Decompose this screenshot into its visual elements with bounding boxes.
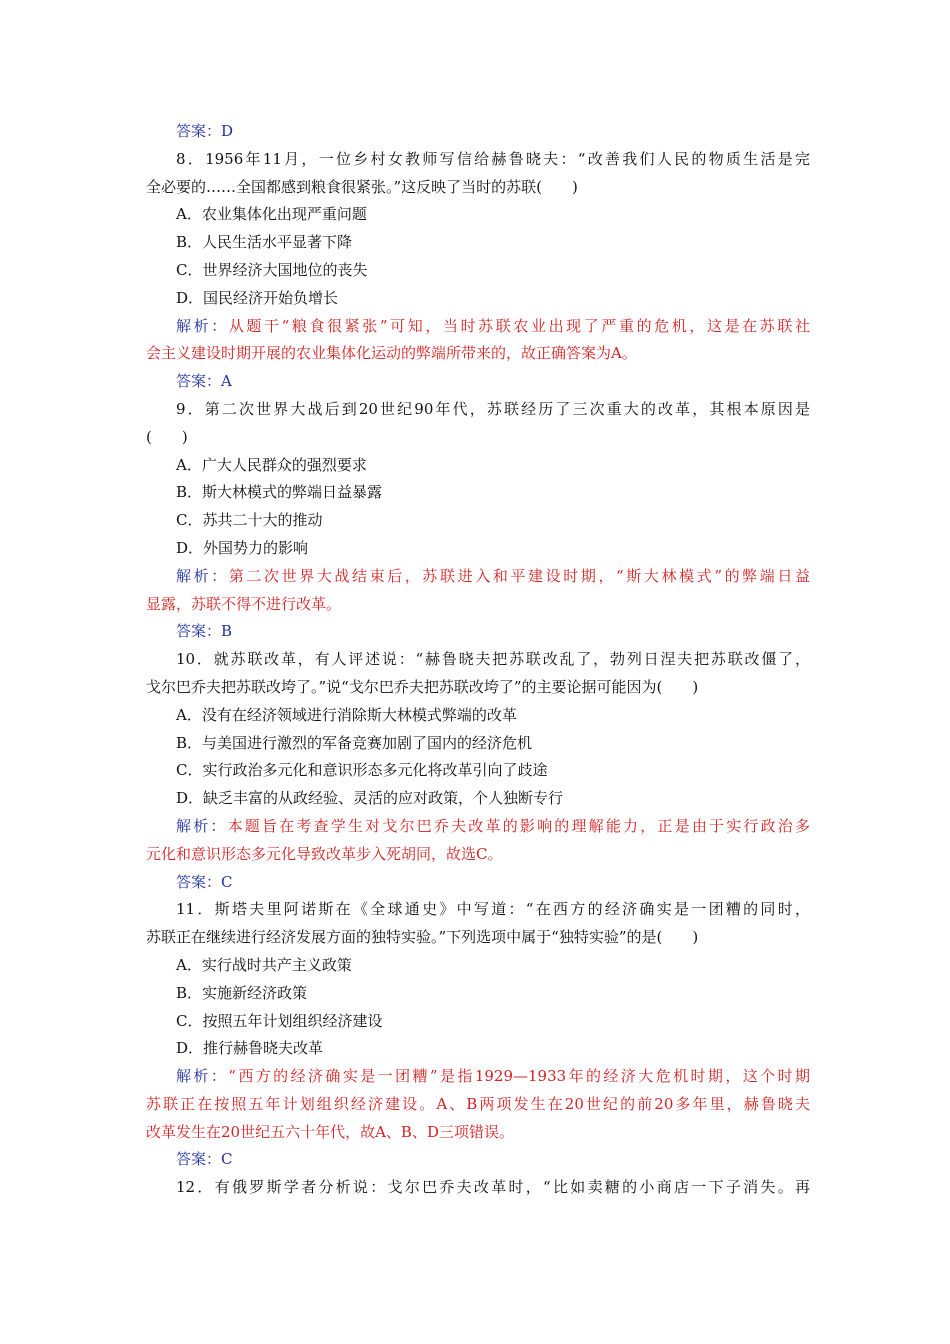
analysis-text: 本题旨在考查学生对戈尔巴乔夫改革的影响的理解能力，正是由于实行政治多 [227,816,810,835]
question-line: 8．1956年11月，一位乡村女教师写信给赫鲁晓夫：“改善我们人民的物质生活是完 [176,149,810,168]
analysis-text: 会主义建设时期开展的农业集体化运动的弊端所带来的，故正确答案为A。 [146,344,637,363]
analysis-line [146,1063,810,1091]
analysis-label: 解析： [176,1067,229,1086]
option-line: A．广大人民群众的强烈要求 [176,455,367,474]
analysis-text: 元化和意识形态多元化导致改革步入死胡同，故选C。 [146,844,503,863]
analysis-label: 解析： [176,566,229,585]
option-line: D．外国势力的影响 [176,538,309,557]
analysis-line [146,591,810,619]
question-line: ( ) [146,427,188,446]
question-line: 戈尔巴乔夫把苏联改垮了。”说“戈尔巴乔夫把苏联改垮了”的主要论据可能因为( ) [146,677,699,696]
answer-value: D [221,122,234,140]
option-line: B．实施新经济政策 [176,983,308,1002]
question-line: 苏联正在继续进行经济发展方面的独特实验。”下列选项中属于“独特实验”的是( ) [146,928,699,947]
analysis-text: 苏联正在按照五年计划组织经济建设。A、B两项发生在20世纪的前20多年里，赫鲁晓夫 [146,1094,810,1113]
question-line: 11．斯塔夫里阿诺斯在《全球通史》中写道：“在西方的经济确实是一团糟的同时， [176,900,810,919]
analysis-text: 改革发生在20世纪五六十年代，故A、B、D三项错误。 [146,1122,514,1141]
analysis-line [146,563,810,591]
analysis-line [146,313,810,341]
analysis-text: 第二次世界大战结束后，苏联进入和平建设时期，“斯大林模式”的弊端日益 [228,566,810,585]
answer-label: 答案： [176,372,222,391]
answer-value: C [221,872,233,891]
question-line: 9．第二次世界大战后到20世纪90年代，苏联经历了三次重大的改革，其根本原因是 [176,399,810,418]
analysis-label: 解析： [176,316,229,335]
document-body [146,118,810,1202]
answer-value: C [221,1150,233,1169]
option-line: B．与美国进行激烈的军备竞赛加剧了国内的经济危机 [176,733,533,752]
answer-line [146,118,810,146]
question-line: 全必要的……全国都感到粮食很紧张。”这反映了当时的苏联( ) [146,177,578,196]
answer-line [146,1146,810,1174]
option-line: A．没有在经济领域进行消除斯大林模式弊端的改革 [176,705,517,724]
analysis-text: 显露，苏联不得不进行改革。 [146,594,342,613]
question-line: 12．有俄罗斯学者分析说：戈尔巴乔夫改革时，“比如卖糖的小商店一下子消失。再 [176,1178,810,1197]
analysis-line [146,1119,810,1147]
analysis-line [146,813,810,841]
answer-label: 答案： [176,1150,222,1169]
option-line: D．缺乏丰富的从政经验、灵活的应对政策，个人独断专行 [176,789,564,808]
option-line: C．按照五年计划组织经济建设 [176,1011,383,1030]
option-line: D．国民经济开始负增长 [176,288,339,307]
answer-value: B [221,622,233,641]
option-line: C．世界经济大国地位的丧失 [176,260,368,279]
analysis-line [146,340,810,368]
analysis-line [146,1091,810,1119]
analysis-label: 解析： [176,816,228,835]
option-line: A．实行战时共产主义政策 [176,955,352,974]
answer-value: A [221,372,232,391]
answer-label: 答案： [176,872,222,891]
option-line: B．斯大林模式的弊端日益暴露 [176,483,383,502]
option-line: C．实行政治多元化和意识形态多元化将改革引向了歧途 [176,761,548,780]
answer-label: 答案： [176,122,222,140]
option-line: B．人民生活水平显著下降 [176,233,353,252]
answer-line [146,869,810,897]
answer-line [146,368,810,396]
option-line: A．农业集体化出现严重问题 [176,205,367,224]
analysis-text: “西方的经济确实是一团糟”是指1929—1933年的经济大危机时期，这个时期 [228,1067,810,1086]
analysis-line [146,841,810,869]
question-line: 10．就苏联改革，有人评述说：“赫鲁晓夫把苏联改乱了，勃列日涅夫把苏联改僵了， [176,650,810,669]
option-line: C．苏共二十大的推动 [176,511,323,530]
answer-line [146,618,810,646]
analysis-text: 从题干“粮食很紧张”可知，当时苏联农业出现了严重的危机，这是在苏联社 [228,316,810,335]
option-line: D．推行赫鲁晓夫改革 [176,1039,324,1058]
answer-label: 答案： [176,622,222,641]
